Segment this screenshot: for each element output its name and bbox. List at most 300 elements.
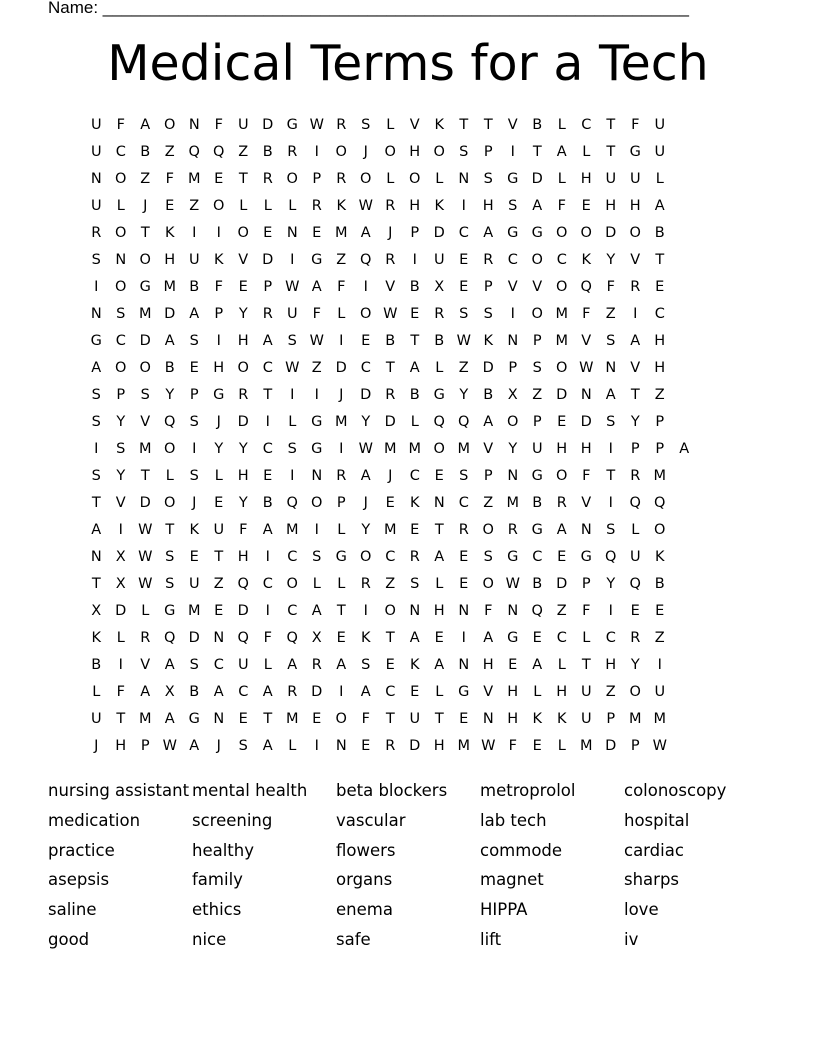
grid-letter: O [556,279,568,295]
word-list-item: lab tech [480,810,547,830]
grid-letter: J [339,387,344,403]
grid-letter: A [434,657,445,673]
grid-letter: T [116,711,126,727]
grid-letter: C [385,684,396,700]
grid-row [84,436,744,463]
grid-letter: K [434,117,444,133]
grid-letter: R [91,225,102,241]
grid-letter: R [360,576,371,592]
grid-letter: O [115,171,127,187]
grid-letter: I [461,630,466,646]
grid-letter: N [507,603,519,619]
grid-letter: H [237,549,249,565]
word-list-item: medication [48,810,141,830]
grid-letter: Y [459,387,469,403]
grid-letter: S [532,360,542,376]
grid-letter: D [556,387,568,403]
grid-letter: Z [532,387,543,403]
grid-letter: L [631,522,640,538]
grid-letter: U [90,144,102,160]
grid-letter: A [140,117,151,133]
grid-letter: S [165,549,175,565]
grid-letter: C [360,360,371,376]
grid-letter: B [532,576,543,592]
word-list-item: healthy [192,840,254,860]
grid-letter: L [337,522,346,538]
grid-letter: H [433,603,445,619]
letter-grid [84,112,744,760]
grid-letter: V [238,252,249,268]
grid-letter: L [435,171,444,187]
grid-letter: W [358,198,373,214]
grid-letter: G [311,441,323,457]
grid-letter: M [555,306,568,322]
grid-row [84,463,744,490]
grid-letter: L [165,468,174,484]
grid-letter: O [286,171,298,187]
grid-letter: U [188,576,200,592]
grid-letter: E [336,630,346,646]
grid-letter: Y [606,576,616,592]
grid-letter: R [556,495,567,511]
grid-letter: T [165,522,175,538]
grid-letter: H [556,441,568,457]
grid-letter: F [631,117,640,133]
grid-letter: P [483,468,493,484]
grid-letter: R [311,198,322,214]
grid-letter: D [237,414,249,430]
grid-letter: M [334,414,348,430]
grid-letter: V [483,684,494,700]
grid-letter: D [580,414,592,430]
grid-letter: B [532,495,543,511]
grid-letter: U [213,522,225,538]
grid-letter: T [410,333,420,349]
grid-letter: S [140,387,150,403]
grid-letter: R [287,684,298,700]
grid-letter: Y [116,414,126,430]
grid-letter: C [458,495,469,511]
grid-letter: E [459,252,469,268]
grid-letter: S [606,522,616,538]
grid-letter: L [655,171,664,187]
grid-letter: L [288,198,297,214]
grid-letter: I [510,306,515,322]
grid-letter: P [630,738,640,754]
grid-row [84,247,744,274]
grid-letter: I [314,144,319,160]
grid-letter: S [606,414,616,430]
grid-letter: I [363,279,368,295]
grid-letter: V [630,252,641,268]
grid-letter: C [654,306,665,322]
grid-letter: I [118,657,123,673]
grid-letter: F [508,738,517,754]
grid-letter: A [360,684,371,700]
grid-letter: D [605,738,617,754]
grid-letter: V [385,279,396,295]
grid-letter: G [531,225,543,241]
grid-letter: L [239,198,248,214]
grid-letter: U [629,549,641,565]
grid-letter: L [533,684,542,700]
grid-letter: S [483,306,493,322]
grid-letter: N [580,522,592,538]
grid-letter: J [143,198,148,214]
grid-letter: L [337,576,346,592]
grid-row [84,544,744,571]
grid-letter: V [409,117,420,133]
grid-letter: I [94,441,99,457]
grid-letter: A [140,684,151,700]
grid-letter: J [94,738,99,754]
grid-letter: F [312,306,321,322]
grid-letter: C [507,252,518,268]
grid-letter: I [118,522,123,538]
grid-letter: E [532,630,542,646]
grid-letter: E [385,495,395,511]
grid-letter: L [386,171,395,187]
grid-letter: M [163,279,176,295]
grid-letter: A [483,225,494,241]
grid-letter: U [605,171,617,187]
grid-letter: N [507,333,519,349]
grid-letter: O [556,468,568,484]
grid-letter: D [237,603,249,619]
grid-letter: R [238,387,249,403]
grid-letter: Q [458,414,470,430]
word-list-item: safe [336,929,371,949]
grid-letter: N [605,360,617,376]
grid-letter: W [138,522,153,538]
word-list-item: ethics [192,900,242,920]
grid-letter: J [363,144,368,160]
grid-letter: A [189,306,200,322]
grid-letter: A [213,684,224,700]
grid-letter: R [336,468,347,484]
grid-letter: K [213,252,224,268]
grid-letter: N [458,171,470,187]
grid-letter: C [262,360,273,376]
grid-letter: K [654,549,665,565]
grid-letter: C [287,603,298,619]
grid-letter: B [483,387,494,403]
grid-letter: C [262,441,273,457]
grid-letter: S [238,738,248,754]
grid-letter: K [434,198,444,214]
grid-letter: O [164,495,176,511]
grid-letter: U [531,441,543,457]
grid-letter: D [262,252,274,268]
grid-row [84,652,744,679]
grid-letter: U [188,252,200,268]
grid-letter: K [532,711,542,727]
grid-letter: W [309,117,324,133]
grid-letter: T [140,468,150,484]
grid-letter: Z [311,360,322,376]
grid-letter: L [214,468,223,484]
grid-letter: I [608,495,613,511]
grid-letter: E [459,279,469,295]
grid-letter: C [115,333,126,349]
grid-letter: Z [605,684,616,700]
grid-letter: Z [654,630,665,646]
grid-letter: F [582,603,591,619]
grid-letter: B [140,144,151,160]
grid-letter: G [188,711,200,727]
grid-letter: B [262,495,273,511]
grid-letter: I [290,387,295,403]
grid-letter: Y [361,414,371,430]
word-list-item: metroprolol [480,781,576,800]
grid-letter: A [164,657,175,673]
grid-letter: I [633,306,638,322]
grid-letter: E [238,279,248,295]
grid-letter: A [311,603,322,619]
grid-letter: P [483,144,493,160]
grid-letter: F [214,117,223,133]
grid-letter: T [483,117,493,133]
grid-letter: M [138,711,152,727]
grid-letter: A [679,441,690,457]
grid-letter: A [91,360,102,376]
word-list-item: HIPPA [480,900,528,920]
grid-letter: R [262,171,273,187]
grid-letter: E [410,306,420,322]
word-list-item: vascular [336,810,406,830]
grid-letter: G [433,387,445,403]
grid-letter: T [263,387,273,403]
grid-letter: S [189,333,199,349]
word-list-item: hospital [624,810,690,830]
grid-row [84,193,744,220]
grid-letter: J [192,495,197,511]
grid-letter: N [311,468,323,484]
grid-letter: Y [361,522,371,538]
word-list-item: enema [336,900,393,920]
grid-letter: R [140,630,151,646]
grid-letter: Q [360,252,372,268]
grid-letter: E [238,711,248,727]
grid-letter: E [312,711,322,727]
grid-letter: P [116,387,126,403]
grid-letter: D [335,360,347,376]
grid-letter: H [237,468,249,484]
grid-letter: L [557,171,566,187]
grid-letter: Z [189,198,200,214]
grid-letter: I [265,414,270,430]
grid-letter: B [91,657,102,673]
grid-letter: N [458,657,470,673]
grid-letter: J [216,738,221,754]
grid-letter: M [138,306,152,322]
grid-letter: Q [654,495,666,511]
grid-letter: T [385,360,395,376]
grid-row [84,139,744,166]
grid-letter: D [311,684,323,700]
grid-letter: Q [164,630,176,646]
grid-letter: G [507,630,519,646]
grid-letter: J [216,414,221,430]
grid-letter: O [409,171,421,187]
grid-letter: A [360,468,371,484]
grid-letter: A [336,657,347,673]
grid-letter: O [531,306,543,322]
word-list-item: lift [480,929,502,949]
grid-letter: V [507,279,518,295]
grid-letter: V [581,333,592,349]
grid-letter: P [655,414,665,430]
grid-letter: H [629,198,641,214]
grid-letter: H [409,144,421,160]
grid-letter: J [363,495,368,511]
grid-letter: K [483,333,493,349]
grid-letter: Y [165,387,175,403]
grid-letter: Q [531,603,543,619]
grid-letter: L [288,738,297,754]
grid-letter: R [434,306,445,322]
grid-row [84,355,744,382]
grid-letter: F [239,522,248,538]
grid-letter: S [91,387,101,403]
grid-letter: C [581,117,592,133]
grid-letter: M [383,441,397,457]
grid-letter: L [288,414,297,430]
grid-letter: U [654,684,666,700]
word-list-item: colonoscopy [624,781,727,800]
grid-letter: D [262,117,274,133]
grid-letter: A [262,738,273,754]
grid-letter: M [457,441,470,457]
grid-letter: Q [188,144,200,160]
grid-letter: O [311,495,323,511]
grid-letter: O [213,198,225,214]
grid-letter: L [92,684,101,700]
grid-letter: U [286,306,298,322]
grid-letter: S [91,252,101,268]
grid-letter: A [483,414,494,430]
grid-letter: O [433,441,445,457]
grid-letter: E [165,198,175,214]
grid-letter: H [654,360,666,376]
grid-row [84,733,744,760]
grid-row [84,274,744,301]
grid-letter: P [263,279,273,295]
word-list-item: magnet [480,870,544,890]
grid-letter: S [483,171,493,187]
grid-letter: I [314,522,319,538]
grid-letter: P [630,441,640,457]
grid-letter: Q [433,414,445,430]
grid-row [84,679,744,706]
grid-letter: L [386,117,395,133]
grid-letter: R [311,657,322,673]
grid-letter: Y [606,252,616,268]
grid-letter: X [115,576,126,592]
grid-letter: Z [336,252,347,268]
grid-letter: D [384,414,396,430]
grid-letter: G [311,252,323,268]
grid-letter: X [507,387,518,403]
grid-letter: T [606,144,616,160]
grid-letter: C [556,252,567,268]
grid-letter: O [237,360,249,376]
grid-letter: Y [214,441,224,457]
grid-letter: P [581,576,591,592]
grid-letter: H [605,198,617,214]
grid-letter: C [605,630,616,646]
grid-letter: O [237,225,249,241]
grid-letter: U [629,171,641,187]
grid-letter: Z [556,603,567,619]
grid-letter: F [484,603,493,619]
grid-letter: H [507,711,519,727]
grid-letter: I [216,333,221,349]
grid-letter: B [434,333,445,349]
grid-letter: U [580,711,592,727]
grid-letter: P [655,441,665,457]
grid-letter: M [457,738,470,754]
grid-letter: X [115,549,126,565]
grid-letter: P [410,225,420,241]
grid-letter: G [629,144,641,160]
grid-letter: S [189,468,199,484]
word-list-item: love [624,900,659,920]
grid-letter: H [237,333,249,349]
grid-letter: R [630,630,641,646]
grid-letter: O [360,549,372,565]
grid-letter: M [285,522,299,538]
grid-letter: I [510,144,515,160]
grid-letter: G [311,414,323,430]
grid-letter: A [164,711,175,727]
grid-letter: I [216,225,221,241]
grid-letter: D [433,225,445,241]
grid-letter: B [189,279,200,295]
grid-letter: I [608,603,613,619]
grid-letter: S [91,414,101,430]
grid-letter: A [262,333,273,349]
grid-letter: M [628,711,642,727]
grid-letter: S [189,414,199,430]
grid-letter: A [605,387,616,403]
grid-letter: N [90,549,102,565]
grid-letter: N [433,495,445,511]
grid-letter: H [213,360,225,376]
grid-letter: R [458,522,469,538]
grid-letter: P [312,171,322,187]
word-list-item: sharps [624,870,680,890]
grid-letter: E [557,414,567,430]
grid-letter: B [262,144,273,160]
grid-letter: O [164,117,176,133]
grid-letter: S [459,306,469,322]
grid-letter: K [360,630,371,646]
grid-letter: C [385,549,396,565]
grid-letter: R [385,387,396,403]
grid-letter: P [606,711,616,727]
grid-row [84,490,744,517]
grid-letter: W [505,576,520,592]
word-list-item: flowers [336,840,396,860]
grid-letter: D [139,333,151,349]
grid-letter: P [532,414,542,430]
grid-letter: U [237,117,249,133]
grid-row [84,625,744,652]
grid-letter: R [385,198,396,214]
grid-letter: I [192,225,197,241]
grid-letter: X [434,279,445,295]
